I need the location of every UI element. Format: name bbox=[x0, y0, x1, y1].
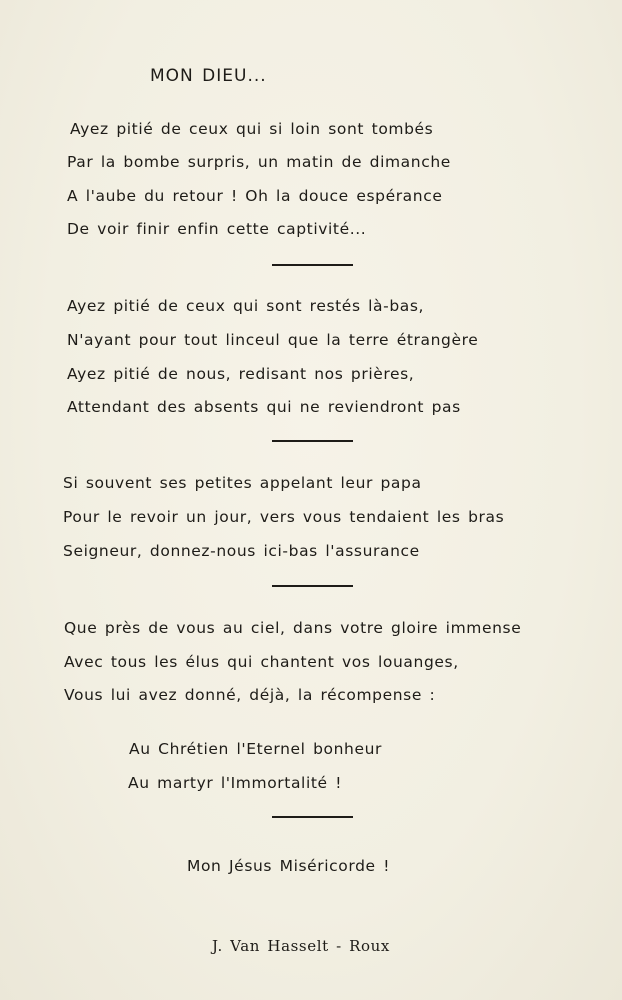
poem-line: Attendant des absents qui ne reviendront pas bbox=[67, 398, 461, 416]
author-signature: J. Van Hasselt - Roux bbox=[212, 937, 390, 955]
poem-line: Par la bombe surpris, un matin de dimanche bbox=[67, 153, 451, 171]
poem-line: Ayez pitié de nous, redisant nos prières, bbox=[67, 365, 415, 383]
poem-line: Avec tous les élus qui chantent vos louanges, bbox=[64, 653, 459, 671]
poem-line: Seigneur, donnez-nous ici-bas l'assurance bbox=[63, 542, 420, 560]
poem-line: Ayez pitié de ceux qui si loin sont tombés bbox=[70, 120, 434, 138]
stanza-divider bbox=[272, 585, 353, 587]
poem-line: Que près de vous au ciel, dans votre gloire immense bbox=[64, 619, 522, 637]
poem-line: Si souvent ses petites appelant leur papa bbox=[63, 474, 422, 492]
poem-line: A l'aube du retour ! Oh la douce espérance bbox=[67, 187, 443, 205]
poem-line: Vous lui avez donné, déjà, la récompense : bbox=[64, 686, 436, 704]
couplet-line: Au martyr l'Immortalité ! bbox=[128, 774, 343, 792]
poem-title: MON DIEU... bbox=[150, 66, 267, 86]
poem-line: Pour le revoir un jour, vers vous tendaient les bras bbox=[63, 508, 505, 526]
stanza-divider bbox=[272, 440, 353, 442]
invocation: Mon Jésus Miséricorde ! bbox=[187, 857, 391, 875]
poem-line: N'ayant pour tout linceul que la terre étrangère bbox=[67, 331, 479, 349]
stanza-divider bbox=[272, 816, 353, 818]
poem-line: Ayez pitié de ceux qui sont restés là-bas, bbox=[67, 297, 425, 315]
stanza-divider bbox=[272, 264, 353, 266]
couplet-line: Au Chrétien l'Eternel bonheur bbox=[129, 740, 383, 758]
poem-line: De voir finir enfin cette captivité... bbox=[67, 220, 367, 238]
